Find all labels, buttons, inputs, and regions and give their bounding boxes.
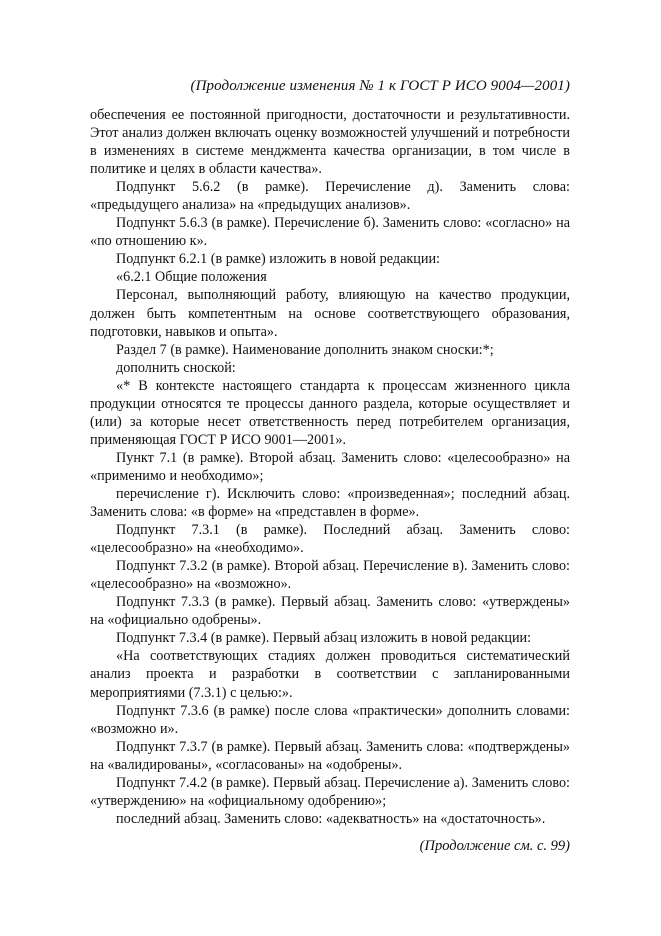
paragraph: Подпункт 7.3.7 (в рамке). Первый абзац. Заменить слова: «подтверждены» на «валидированы», «согласованы» на «одобрены». <box>90 738 570 773</box>
paragraph: «На соответствующих стадиях должен проводиться систематический анализ проекта и разработки в соответствии с запланированными мероприятиями (7.3.1) с целью:». <box>90 648 570 701</box>
paragraph: Раздел 7 (в рамке). Наименование дополнить знаком сноски:*; <box>116 341 494 358</box>
paragraph: Подпункт 7.4.2 (в рамке). Первый абзац. Перечисление а). Заменить слово: «утверждению» на «официальному одобрению»; <box>90 774 570 809</box>
paragraph: Персонал, выполняющий работу, влияющую на качество продукции, должен быть компетентным на основе соответствующего образования, подготовки, навыков и опыта». <box>90 287 570 340</box>
document-page <box>90 76 570 856</box>
page-footer: (Продолжение см. с. 99) <box>419 837 570 854</box>
paragraph: Пункт 7.1 (в рамке). Второй абзац. Заменить слово: «целесообразно» на «применимо и необходимо»; <box>90 449 570 484</box>
paragraph: Подпункт 5.6.3 (в рамке). Перечисление б). Заменить слово: «согласно» на «по отношению к». <box>90 215 570 250</box>
paragraph: Подпункт 5.6.2 (в рамке). Перечисление д). Заменить слова: «предыдущего анализа» на «предыдущих анализов». <box>90 179 570 214</box>
page-header: (Продолжение изменения № 1 к ГОСТ Р ИСО 9004—2001) <box>190 78 570 94</box>
paragraph: Подпункт 7.3.2 (в рамке). Второй абзац. Перечисление в). Заменить слово: «целесообразно» на «возможно». <box>90 558 570 593</box>
paragraph: последний абзац. Заменить слово: «адекватность» на «достаточность». <box>116 810 546 827</box>
paragraph: дополнить сноской: <box>116 359 236 376</box>
paragraph: перечисление г). Исключить слово: «произведенная»; последний абзац. Заменить слова: «в форме» на «представлен в форме». <box>90 485 570 521</box>
paragraph: «* В контексте настоящего стандарта к процессам жизненного цикла продукции относятся те процессы данного раздела, которые осуществляет и (или) за которые несет ответственность перед потребителем организация, применяющая ГОСТ Р ИСО 9001—2001». <box>90 377 570 448</box>
paragraph: Подпункт 7.3.1 (в рамке). Последний абзац. Заменить слово: «целесообразно» на «необходимо». <box>90 522 570 557</box>
paragraph: обеспечения ее постоянной пригодности, достаточности и результативности. Этот анализ должен включать оценку возможностей улучшений и потребности в изменениях в системе менджмента качества организации, в том числе в политике и целях в области качества». <box>90 107 570 178</box>
paragraph: «6.2.1 Общие положения <box>116 269 267 286</box>
paragraph: Подпункт 7.3.4 (в рамке). Первый абзац изложить в новой редакции: <box>116 630 532 647</box>
paragraph: Подпункт 7.3.3 (в рамке). Первый абзац. Заменить слово: «утверждены» на «официально одобрены». <box>90 594 570 629</box>
document-body <box>90 106 570 828</box>
paragraph: Подпункт 6.2.1 (в рамке) изложить в новой редакции: <box>116 251 440 268</box>
paragraph: Подпункт 7.3.6 (в рамке) после слова «практически» дополнить словами: «возможно и». <box>90 702 570 737</box>
